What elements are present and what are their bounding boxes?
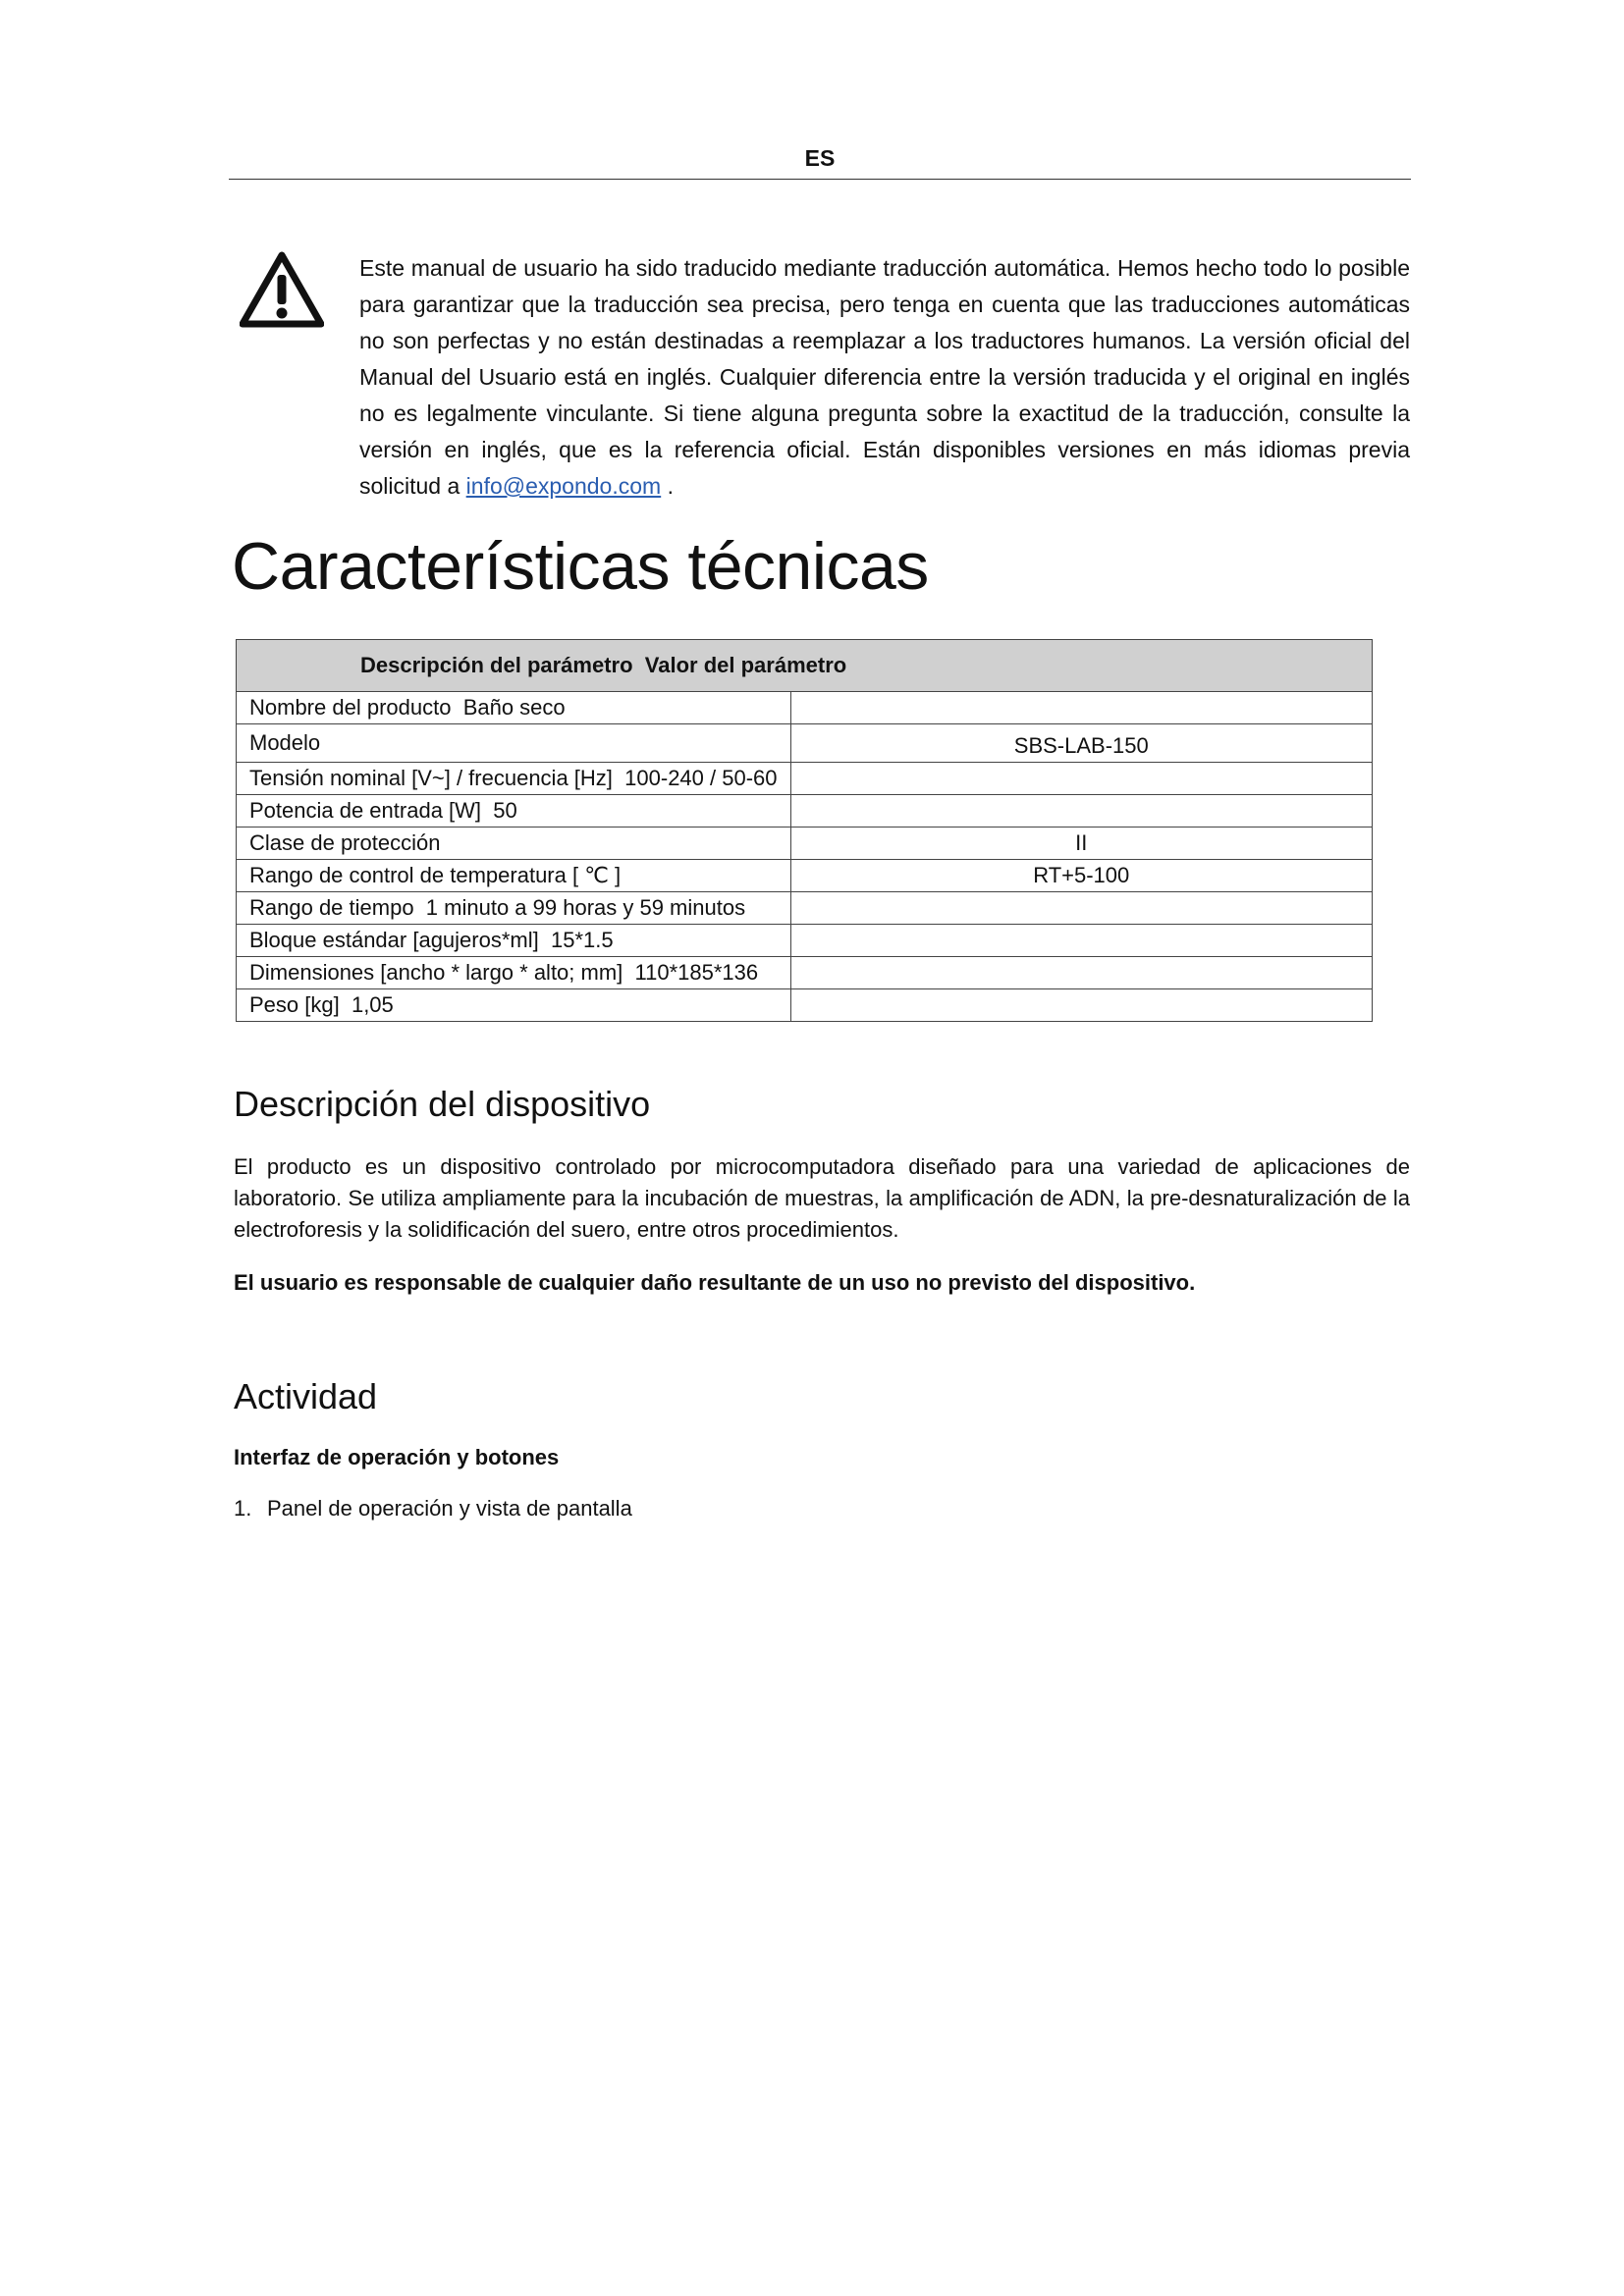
col-header-description: Descripción del parámetro xyxy=(360,653,633,677)
value-cell: SBS-LAB-150 xyxy=(790,724,1373,763)
param-cell xyxy=(237,957,791,989)
param-cell xyxy=(237,989,791,1022)
param-inline-value: 1,05 xyxy=(351,992,394,1017)
list-item xyxy=(234,1496,632,1522)
param-label: Rango de control de temperatura [ ℃ ] xyxy=(249,863,622,887)
param-inline-value: 15*1.5 xyxy=(550,928,614,952)
param-label: Nombre del producto xyxy=(249,695,452,720)
table-row xyxy=(237,828,1373,860)
table-row xyxy=(237,957,1373,989)
param-label: Tensión nominal [V~] / frecuencia [Hz] xyxy=(249,766,613,790)
param-inline-value: Baño seco xyxy=(462,695,566,720)
param-inline-value: 100-240 / 50-60 xyxy=(624,766,778,790)
param-cell xyxy=(237,828,791,860)
interface-subheading: Interfaz de operación y botones xyxy=(234,1445,560,1469)
param-cell xyxy=(237,763,791,795)
value-cell xyxy=(790,925,1373,957)
value-cell xyxy=(790,892,1373,925)
param-label: Bloque estándar [agujeros*ml] xyxy=(249,928,539,952)
device-description-paragraph: El producto es un dispositivo controlado por microcomputadora diseñado para una variedad de aplicaciones de laboratorio. Se utiliza ampliamente para la incubación de muestras, la amplificación de ADN, la pre-desnaturalización de la electroforesis y la solidificación del suero, entre otros procedimientos. xyxy=(234,1154,1410,1242)
table-row xyxy=(237,925,1373,957)
warning-triangle-icon xyxy=(240,251,324,328)
param-label: Potencia de entrada [W] xyxy=(249,798,482,823)
param-inline-value: 110*185*136 xyxy=(634,960,759,985)
value-cell: RT+5-100 xyxy=(790,860,1373,892)
activity-title: Actividad xyxy=(234,1376,378,1416)
table-row xyxy=(237,860,1373,892)
table-row xyxy=(237,724,1373,763)
param-label: Modelo xyxy=(249,730,321,755)
col-header-value: Valor del parámetro xyxy=(644,653,847,677)
spec-table-header xyxy=(237,640,1373,692)
disclaimer-end: . xyxy=(661,473,674,499)
spec-table xyxy=(236,639,1373,1022)
value-cell xyxy=(790,989,1373,1022)
misuse-warning: El usuario es responsable de cualquier daño resultante de un uso no previsto del dispositivo. xyxy=(234,1270,1196,1295)
param-cell xyxy=(237,925,791,957)
device-description-title: Descripción del dispositivo xyxy=(234,1084,651,1124)
spec-header-cell xyxy=(237,640,1373,692)
param-label: Peso [kg] xyxy=(249,992,340,1017)
language-header: ES xyxy=(804,145,836,171)
tech-specs-title: Características técnicas xyxy=(232,529,929,604)
list-item-text: Panel de operación y vista de pantalla xyxy=(267,1496,632,1521)
table-row xyxy=(237,989,1373,1022)
value-cell: II xyxy=(790,828,1373,860)
table-row xyxy=(237,795,1373,828)
value-cell xyxy=(790,692,1373,724)
table-row xyxy=(237,892,1373,925)
translation-disclaimer xyxy=(359,250,1410,505)
param-cell xyxy=(237,692,791,724)
table-row xyxy=(237,763,1373,795)
param-label: Rango de tiempo xyxy=(249,895,414,920)
value-cell xyxy=(790,763,1373,795)
param-cell xyxy=(237,724,791,763)
param-label: Dimensiones [ancho * largo * alto; mm] xyxy=(249,960,623,985)
disclaimer-text: Este manual de usuario ha sido traducido mediante traducción automática. Hemos hecho todo lo posible para garantizar que la traducción sea precisa, pero tenga en cuenta que las traducciones automáticas no son perfectas y no están destinadas a reemplazar a los traductores humanos. La versión oficial del Manual del Usuario está en inglés. Cualquier diferencia entre la versión traducida y el original en inglés no es legalmente vinculante. Si tiene alguna pregunta sobre la exactitud de la traducción, consulte la versión en inglés, que es la referencia oficial. Están disponibles versiones en más idiomas previa solicitud a xyxy=(359,255,1410,499)
table-row xyxy=(237,692,1373,724)
param-cell xyxy=(237,860,791,892)
value-cell xyxy=(790,795,1373,828)
param-inline-value: 1 minuto a 99 horas y 59 minutos xyxy=(425,895,746,920)
param-inline-value: 50 xyxy=(493,798,517,823)
param-cell xyxy=(237,795,791,828)
header-divider xyxy=(229,179,1411,180)
value-cell xyxy=(790,957,1373,989)
list-item-number: 1. xyxy=(234,1496,252,1521)
param-label: Clase de protección xyxy=(249,830,441,855)
email-link[interactable]: info@expondo.com xyxy=(465,473,662,499)
param-cell xyxy=(237,892,791,925)
